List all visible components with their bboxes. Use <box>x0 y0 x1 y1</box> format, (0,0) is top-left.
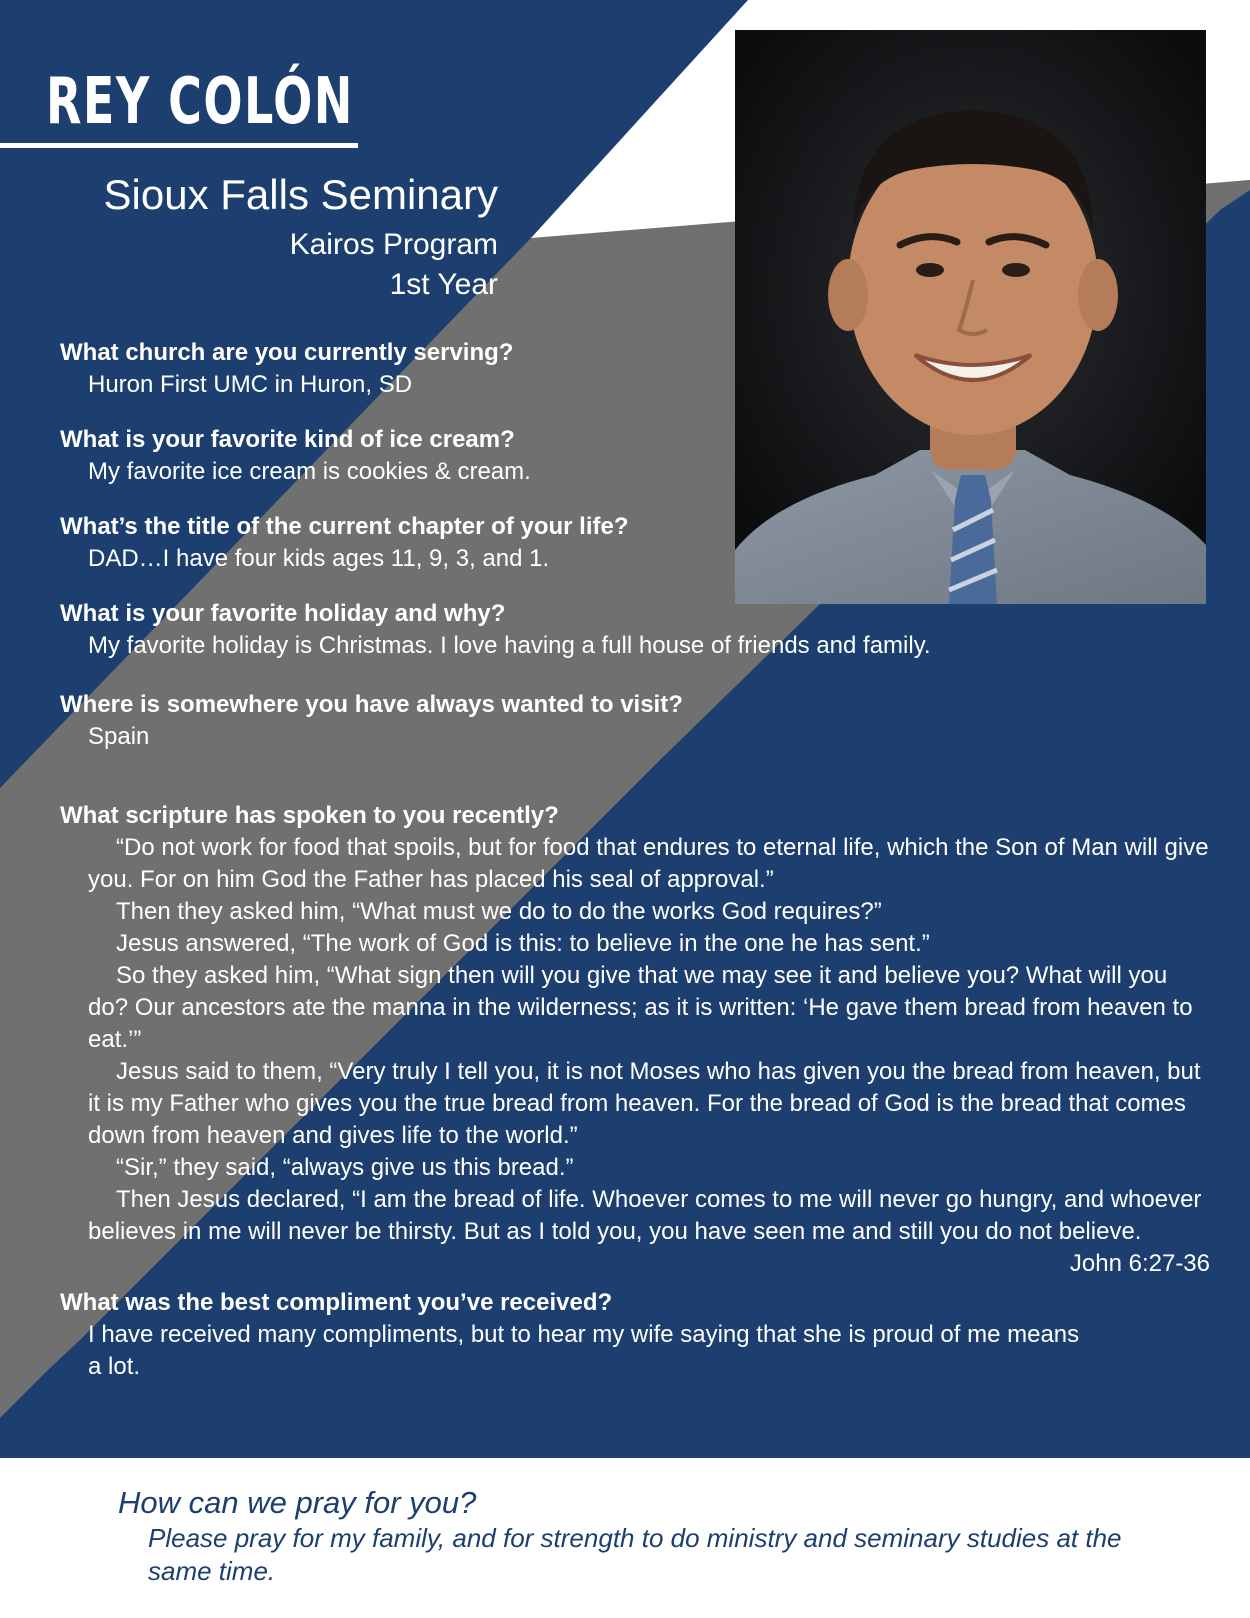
question-text: What is your favorite kind of ice cream? <box>60 426 515 453</box>
prayer-answer: Please pray for my family, and for strength to do ministry and seminary studies at the same time. <box>148 1523 1122 1586</box>
qa-block-ice-cream <box>60 424 1220 488</box>
school-name: Sioux Falls Seminary <box>103 171 498 218</box>
scripture-verse: “Sir,” they said, “always give us this bread.” <box>116 1154 574 1181</box>
question-text: Where is somewhere you have always wanted to visit? <box>60 691 683 718</box>
qa-block-compliment <box>60 1287 1220 1383</box>
scripture-passage <box>60 832 1210 1248</box>
scripture-verse: “Do not work for food that spoils, but for food that endures to eternal life, which the Son of Man will give you. For on him God the Father has placed his seal of approval.” <box>88 834 1209 893</box>
qa-block-scripture <box>60 800 1220 1280</box>
question-text: What scripture has spoken to you recently? <box>60 802 559 829</box>
answer-text: My favorite ice cream is cookies & cream. <box>88 458 531 485</box>
scripture-verse: Then they asked him, “What must we do to do the works God requires?” <box>116 898 882 925</box>
scripture-verse: Then Jesus declared, “I am the bread of life. Whoever comes to me will never go hungry, and whoever believes in me will never be thirsty. But as I told you, you have seen me and still you do not believe. <box>88 1186 1202 1245</box>
program-year: 1st Year <box>389 268 498 301</box>
question-text: What’s the title of the current chapter of your life? <box>60 513 629 540</box>
answer-text: Huron First UMC in Huron, SD <box>88 371 413 398</box>
answer-text: My favorite holiday is Christmas. I love having a full house of friends and family. <box>88 632 931 659</box>
answer-text: DAD…I have four kids ages 11, 9, 3, and 1. <box>88 545 550 572</box>
scripture-verse: Jesus said to them, “Very truly I tell you, it is not Moses who has given you the bread from heaven, but it is my Father who gives you the true bread from heaven. For the bread of God is the bread that comes down from heaven and gives life to the world.” <box>88 1058 1201 1149</box>
qa-block-holiday <box>60 598 1220 662</box>
prayer-question: How can we pray for you? <box>118 1485 477 1520</box>
answer-text: I have received many compliments, but to hear my wife saying that she is proud of me means a lot. <box>88 1321 1080 1380</box>
scripture-verse: Jesus answered, “The work of God is this: to believe in the one he has sent.” <box>116 930 930 957</box>
photo-ear-right <box>1078 259 1118 331</box>
qa-block-visit <box>60 689 1220 753</box>
prayer-request <box>118 1484 1178 1588</box>
photo-ear-left <box>828 259 868 331</box>
question-text: What was the best compliment you’ve received? <box>60 1289 613 1316</box>
question-text: What church are you currently serving? <box>60 339 514 366</box>
question-text: What is your favorite holiday and why? <box>60 600 506 627</box>
photo-eye-right <box>1002 263 1030 277</box>
photo-eye-left <box>916 263 944 277</box>
scripture-reference: John 6:27-36 <box>1069 1250 1210 1277</box>
scripture-verse: So they asked him, “What sign then will you give that we may see it and believe you? What will you do? Our ancestors ate the manna in the wilderness; as it is written: ‘He gave them bread from heaven to eat.’” <box>88 962 1193 1053</box>
answer-text: Spain <box>88 723 150 750</box>
program-name: Kairos Program <box>289 228 498 261</box>
qa-block-church <box>60 337 1220 401</box>
name-underline <box>0 143 358 148</box>
person-name: REY COLÓN <box>46 65 354 139</box>
qa-block-life-chapter <box>60 511 1220 575</box>
